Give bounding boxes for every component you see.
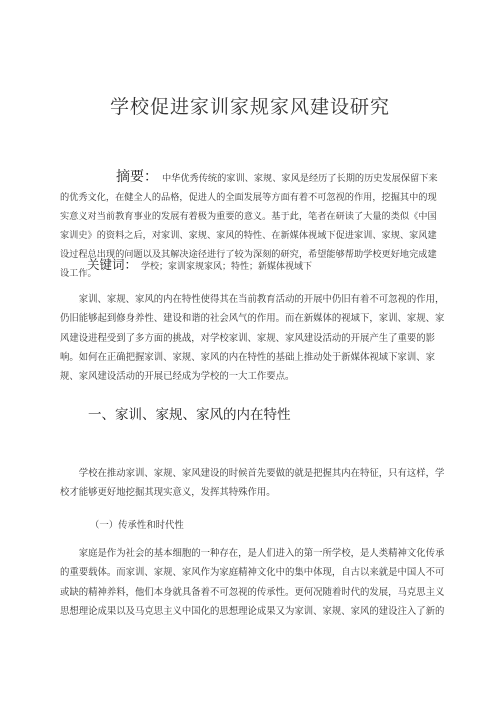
- keywords-label: 关键词：: [87, 257, 138, 272]
- keywords-text: 学校；家训家规家风；特性；新媒体视域下: [141, 262, 313, 272]
- keywords-section: [87, 255, 457, 273]
- subsection-heading: （一）传承性和时代性: [90, 520, 184, 531]
- intro-paragraph: 家训、家规、家风的内在特性使得其在当前教育活动的开展中仍旧有着不可忽视的作用，仍旧能够起到修身养性、建设和谐的社会风气的作用。而在新媒体的视域下，家训、家规、家风建设进程受到了多方面的挑战，对学校家训、家规、家风建设活动的开展产生了重要的影响。如何在正确把握家训、家规、家风的内在特性的基础上推动处于新媒体视域下家训、家规、家风建设活动的开展已经成为学校的一大工作要点。: [60, 294, 445, 383]
- section-intro-paragraph: 学校在推动家训、家规、家风建设的时候首先要做的就是把握其内在特征，只有这样，学校才能够更好地挖掘其现实意义，发挥其特殊作用。: [60, 468, 445, 499]
- abstract-text: 中华优秀传统的家训、家规、家风是经历了长期的历史发展保留下来的优秀文化，在健全人的品格，促进人的全面发展等方面有着不可忽视的作用，挖掘其中的现实意义对当前教育事业的发展有着极为重要的意义。基于此，笔者在研读了大量的类似《中国家训史》的资料之后，对家训、家规、家风的特性、在新媒体视域下促进家训、家规、家风建设过程总出现的问题以及其解决途径进行了较为深刻的研究，希望能够帮助学校更好地完成建设工作。: [60, 173, 438, 279]
- document-title: 学校促进家训家规家风建设研究: [109, 96, 390, 118]
- section-heading: 一、家训、家规、家风的内在特性: [88, 407, 291, 423]
- subsection-paragraph: 家庭是作为社会的基本细胞的一种存在，是人们进入的第一所学校，是人类精神文化传承的重要载体。而家训、家规、家风作为家庭精神文化中的集中体现，自古以来就是中国人不可或缺的精神养料，他们本身就具备着不可忽视的传承性。更何况随着时代的发展，马克思主义思想理论成果以及马克思主义中国化的思想理论成果又为家训、家规、家风的建设注入了新的: [60, 548, 445, 617]
- abstract-label: 摘要：: [116, 169, 158, 185]
